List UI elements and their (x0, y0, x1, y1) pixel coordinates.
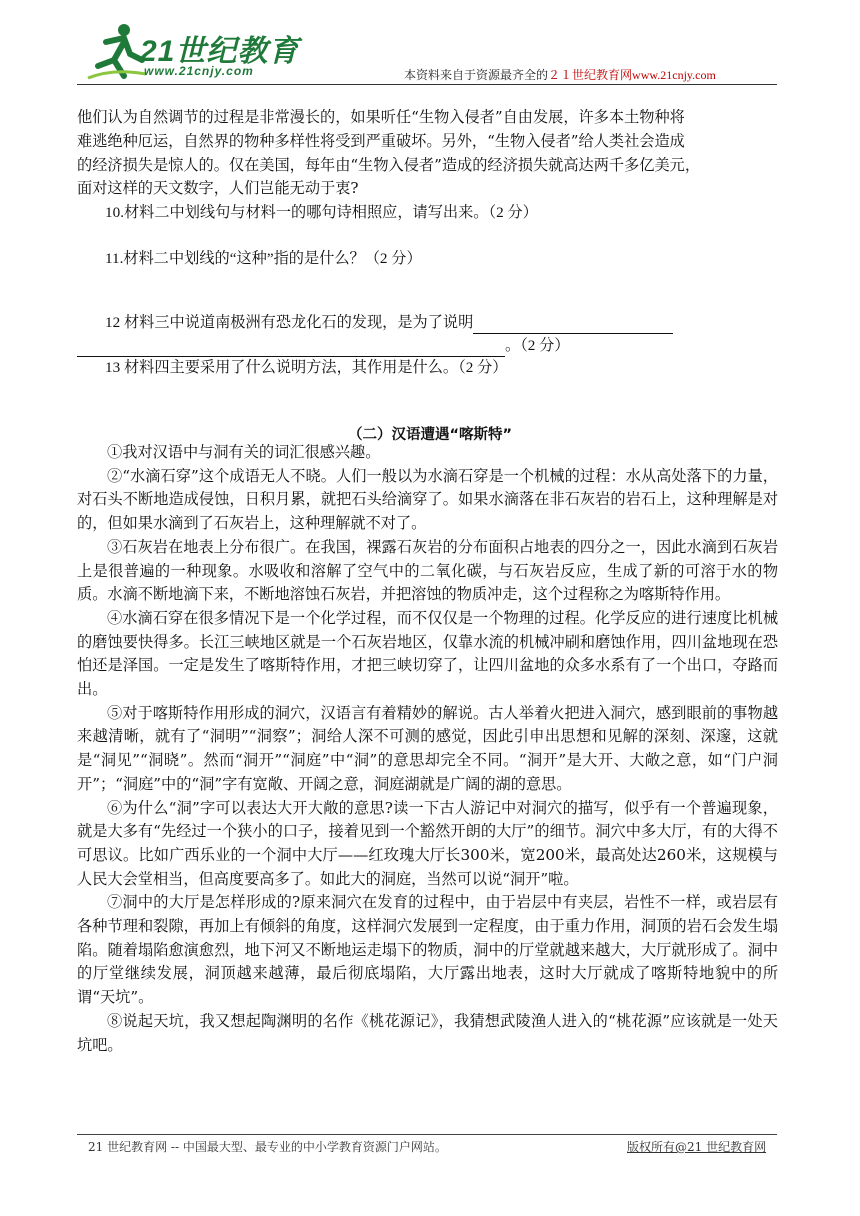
section-body (77, 441, 778, 1057)
passage-line: 面对这样的天文数字，人们岂能无动于衷? (77, 179, 359, 197)
question-12-score: 。（2 分） (505, 337, 570, 354)
question-12-cont (77, 334, 570, 357)
answer-blank-12b[interactable] (77, 334, 505, 357)
footer-divider (77, 1134, 777, 1135)
tagline-prefix: 本资料来自于资源最齐全的 (404, 68, 549, 82)
question-11: 11.材料二中划线的“这种”指的是什么？（2 分） (105, 250, 422, 267)
tagline-url-link[interactable]: www.21cnjy.com (632, 68, 716, 82)
footer-text: 21 世纪教育网 -- 中国最大型、最专业的中小学教育资源门户网站。 (88, 1140, 447, 1154)
question-13: 13 材料四主要采用了什么说明方法，其作用是什么。（2 分） (105, 359, 508, 376)
question-12 (105, 311, 673, 334)
paragraph: ②“水滴石穿”这个成语无人不晓。人们一般以为水滴石穿是一个机械的过程：水从高处落下的力量，对石头不断地造成侵蚀，日积月累，就把石头给滴穿了。如果水滴落在非石灰岩的岩石上，这种理解是对的，但如果水滴到了石灰岩上，这种理解就不对了。 (77, 466, 778, 533)
tagline-site-link[interactable]: ２１世纪教育网 (548, 68, 633, 82)
paragraph: ④水滴石穿在很多情况下是一个化学过程，而不仅仅是一个物理的过程。化学反应的进行速度比机械的磨蚀要快得多。长江三峡地区就是一个石灰岩地区，仅靠水流的机械冲刷和磨蚀作用，四川盆地现在恐怕还是泽国。一定是发生了喀斯特作用，才把三峡切穿了，让四川盆地的众多水系有了一个出口，夺路而出。 (77, 608, 778, 699)
paragraph: ⑤对于喀斯特作用形成的洞穴，汉语言有着精妙的解说。古人举着火把进入洞穴，感到眼前的事物越来越清晰，就有了“洞明”“洞察”；洞给人深不可测的感觉，因此引申出思想和见解的深刻、深邃，这就是“洞见”“洞晓”。然而“洞开”“洞庭”中“洞”的意思却完全不同。“洞开”是大开、大敞之意，如“门户洞开”；“洞庭”中的“洞”字有宽敞、开阔之意，洞庭湖就是广阔的湖的意思。 (77, 703, 778, 793)
paragraph: ③石灰岩在地表上分布很广。在我国，裸露石灰岩的分布面积占地表的四分之一，因此水滴到石灰岩上是很普遍的一种现象。水吸收和溶解了空气中的二氧化碳，与石灰岩反应，生成了新的可溶于水的物质。水滴不断地滴下来，不断地溶蚀石灰岩，并把溶蚀的物质冲走，这个过程称之为喀斯特作用。 (77, 537, 778, 604)
passage-line: 难逃绝种厄运，自然界的物种多样性将受到严重破坏。另外，“生物入侵者”给人类社会造成 (77, 132, 685, 150)
site-logo[interactable] (84, 20, 314, 84)
header-divider (77, 84, 777, 85)
logo-wordmark: 21世纪教育 (140, 35, 300, 68)
logo-url: www.21cnjy.com (144, 64, 254, 78)
paragraph: ①我对汉语中与洞有关的词汇很感兴趣。 (107, 443, 381, 461)
paragraph: ⑦洞中的大厅是怎样形成的?原来洞穴在发育的过程中，由于岩层中有夹层，岩性不一样，或岩层有各种节理和裂隙，再加上有倾斜的角度，这样洞穴发展到一定程度，由于重力作用，洞顶的岩石会发生塌陷。随着塌陷愈演愈烈，地下河又不断地运走塌下的物质，洞中的厅堂就越来越大，大厅就形成了。洞中的厅堂继续发展，洞顶越来越薄，最后彻底塌陷，大厅露出地表，这时大厅就成了喀斯特地貌中的所谓“天坑”。 (77, 893, 778, 1007)
passage-line: 他们认为自然调节的过程是非常漫长的，如果听任“生物入侵者”自由发展，许多本土物种将 (77, 108, 685, 126)
footer-copyright-link[interactable]: 版权所有@21 世纪教育网 (627, 1140, 767, 1154)
passage-line: 的经济损失是惊人的。仅在美国，每年由“生物入侵者”造成的经济损失就高达两千多亿美元， (77, 156, 701, 174)
section-title: （二）汉语遭遇“喀斯特” (347, 427, 513, 443)
question-10: 10.材料二中划线句与材料一的哪句诗相照应，请写出来。（2 分） (105, 204, 538, 221)
question-12-text: 12 材料三中说道南极洲有恐龙化石的发现，是为了说明 (105, 314, 474, 331)
answer-blank-12a[interactable] (473, 311, 673, 334)
paragraph: ⑥为什么“洞”字可以表达大开大敞的意思?读一下古人游记中对洞穴的描写，似乎有一个普遍现象，就是大多有“先经过一个狭小的口子，接着见到一个豁然开朗的大厅”的细节。洞穴中多大厅，有的大得不可思议。比如广西乐业的一个洞中大厅——红玫瑰大厅长300米，宽200米，最高处达260米，这规模与人民大会堂相当，但高度要高多了。如此大的洞庭，当然可以说“洞开”啦。 (77, 798, 778, 888)
runner-icon (84, 20, 148, 84)
paragraph: ⑧说起天坑，我又想起陶渊明的名作《桃花源记》，我猜想武陵渔人进入的“桃花源”应该就是一处天坑吧。 (77, 1011, 778, 1054)
header-tagline (404, 66, 716, 83)
